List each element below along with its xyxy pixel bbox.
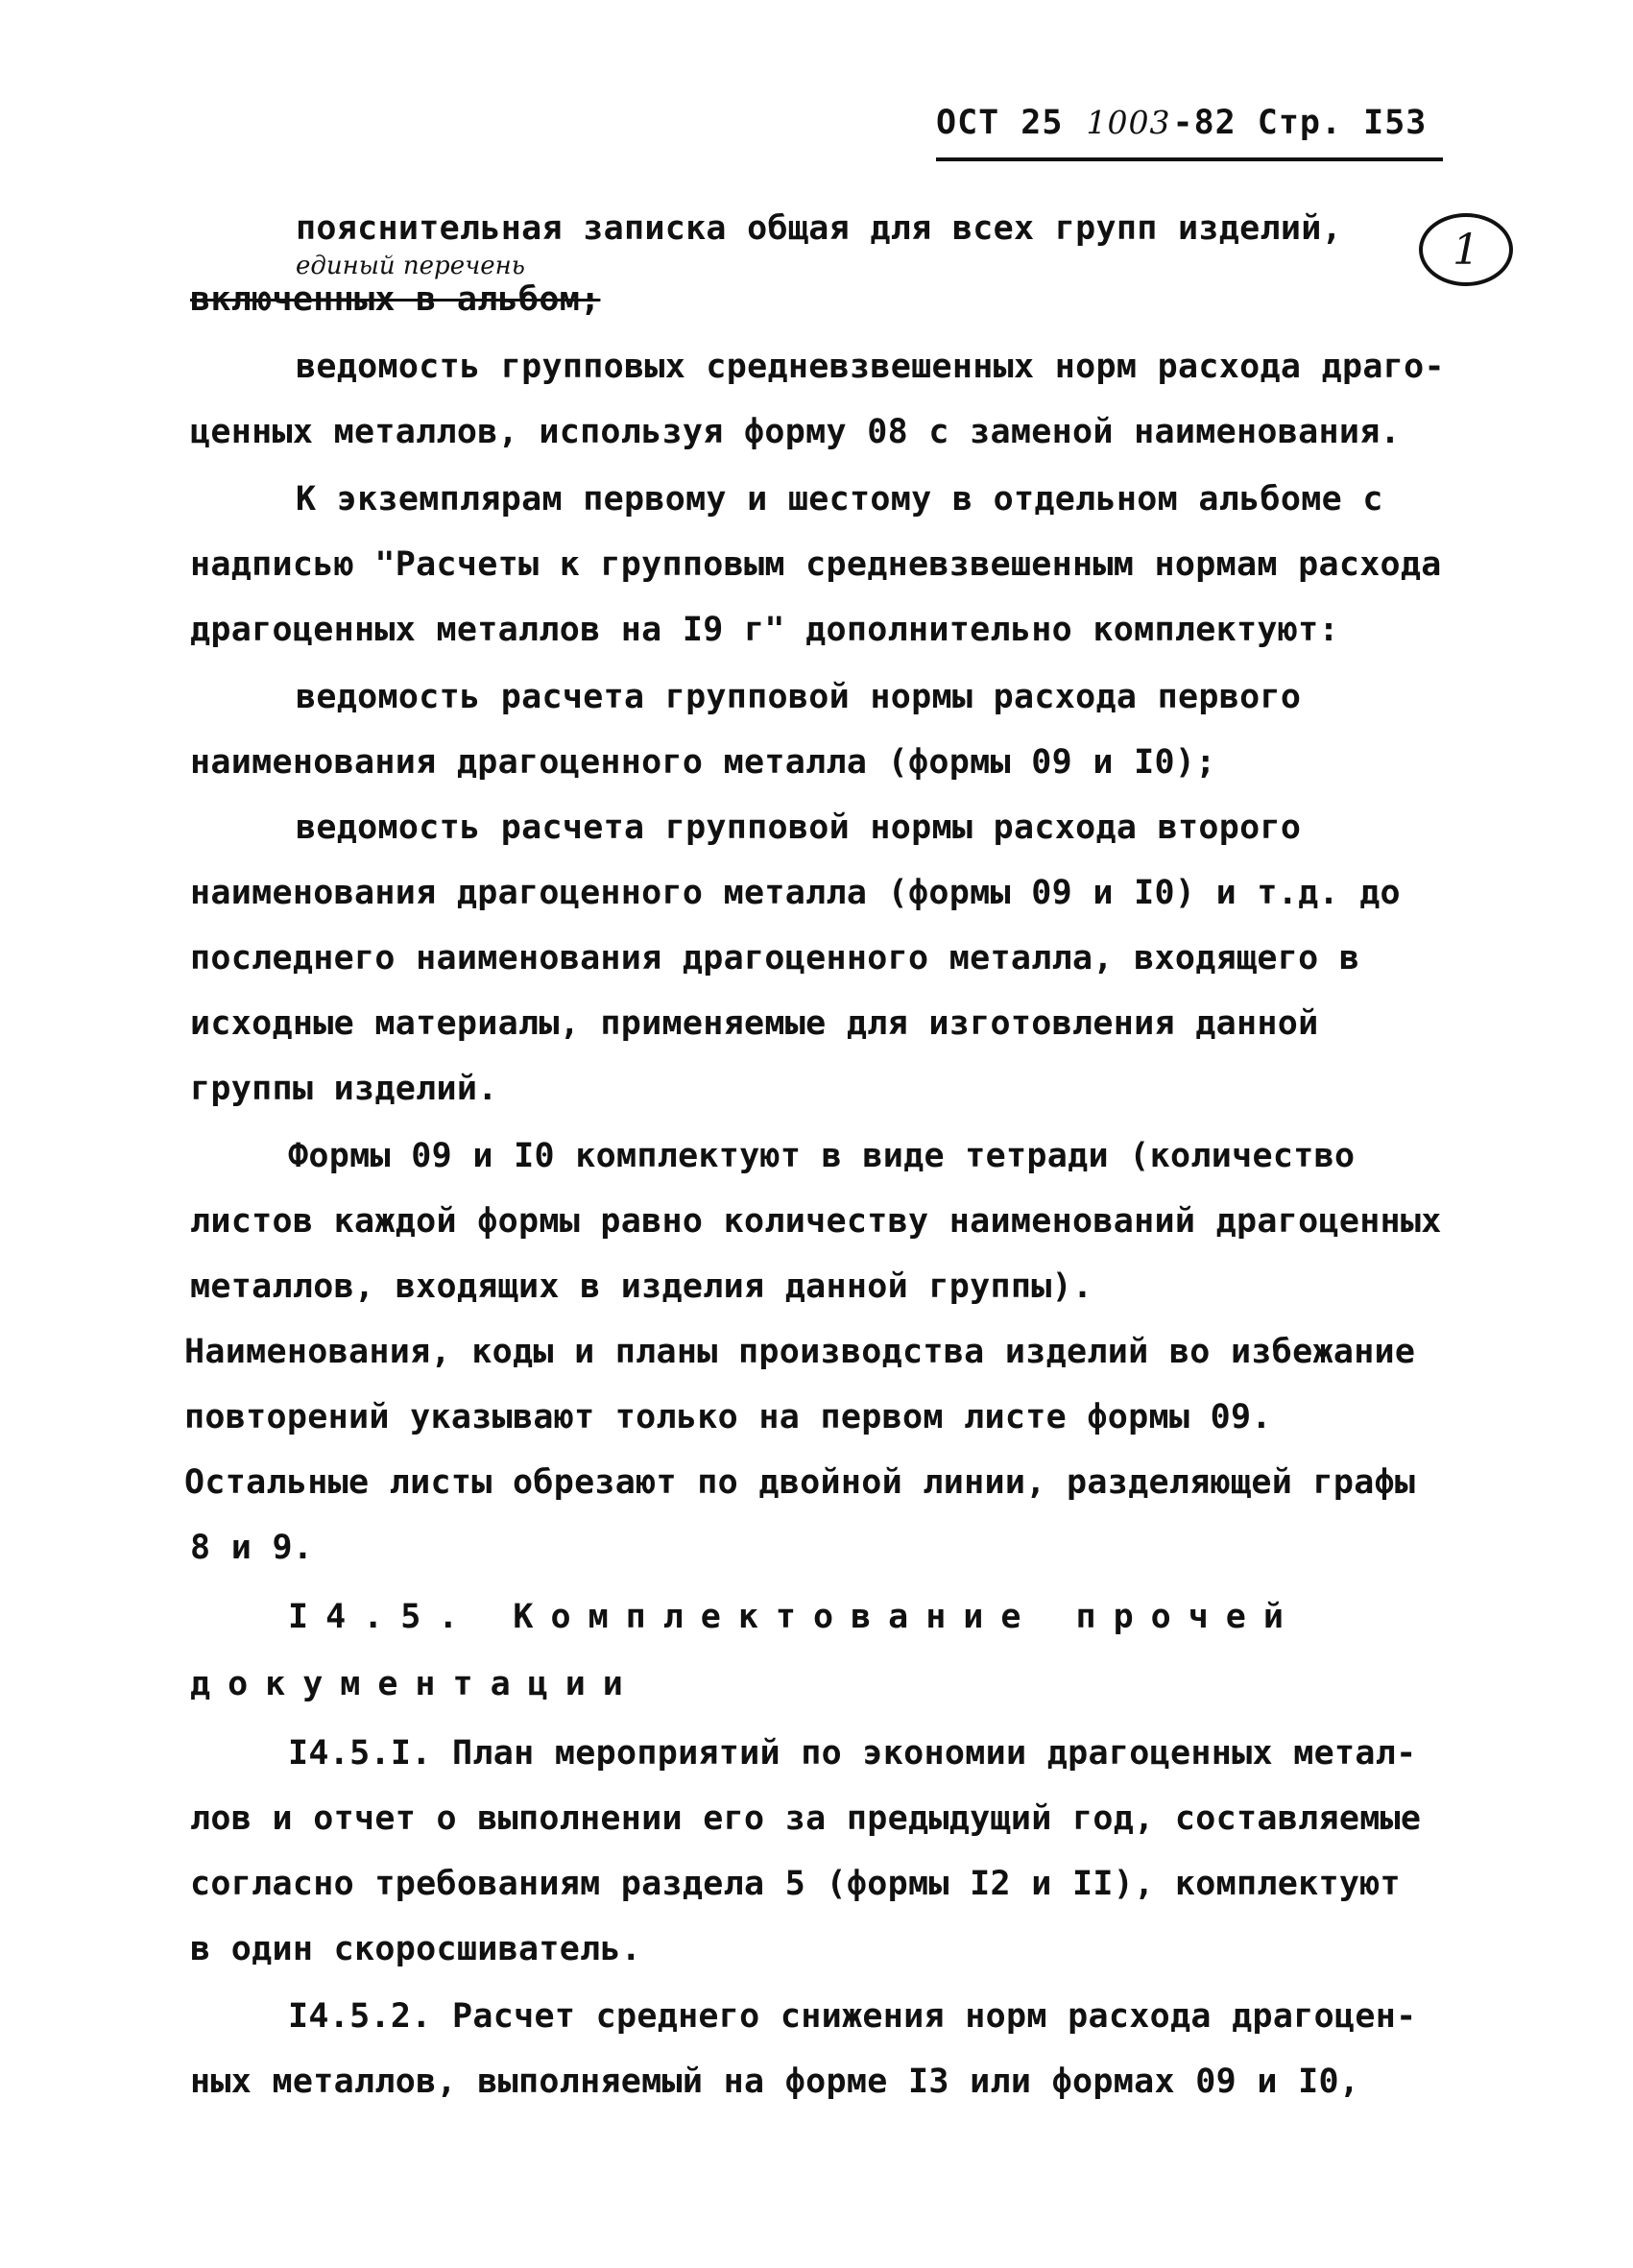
text-line: повторений указывают только на первом листе формы 09. bbox=[184, 1398, 1272, 1436]
text-line: ных металлов, выполняемый на форме I3 или формах 09 и I0, bbox=[190, 2063, 1360, 2101]
text-line: ведомость расчета групповой нормы расхода первого bbox=[296, 678, 1302, 716]
circled-number: 1 bbox=[1453, 225, 1479, 275]
text-line: в один скоросшиватель. bbox=[190, 1930, 642, 1968]
text-line: ведомость расчета групповой нормы расхода второго bbox=[296, 808, 1302, 847]
page-header bbox=[936, 104, 1427, 142]
handwritten-insertion: единый перечень bbox=[296, 252, 525, 280]
text-line: листов каждой формы равно количеству наименований драгоценных bbox=[190, 1202, 1442, 1241]
text-line: группы изделий. bbox=[190, 1070, 498, 1108]
text-line: Наименования, коды и планы производства изделий во избежание bbox=[184, 1333, 1416, 1371]
circled-page-number bbox=[1419, 213, 1513, 286]
text-line: металлов, входящих в изделия данной группы). bbox=[190, 1267, 1093, 1306]
header-underline bbox=[936, 157, 1443, 161]
header-prefix: ОСТ 25 bbox=[936, 104, 1064, 142]
text-line: согласно требованиям раздела 5 (формы I2 и II), комплектуют bbox=[190, 1865, 1401, 1903]
text-line: ценных металлов, используя форму 08 с заменой наименования. bbox=[190, 413, 1401, 451]
text-line: К экземплярам первому и шестому в отдельном альбоме с bbox=[296, 480, 1383, 519]
text-line-struck: включенных в альбом; bbox=[190, 280, 601, 319]
text-line: 8 и 9. bbox=[190, 1529, 314, 1567]
text-line: наименования драгоценного металла (формы 09 и I0) и т.д. до bbox=[190, 874, 1401, 912]
section-heading-continued: документации bbox=[190, 1665, 640, 1703]
section-heading: I4.5. Комплектование прочей bbox=[288, 1598, 1301, 1636]
text-line: Остальные листы обрезают по двойной линии, разделяющей графы bbox=[184, 1463, 1416, 1502]
text-line: последнего наименования драгоценного металла, входящего в bbox=[190, 939, 1360, 977]
header-handwritten-number: 1003 bbox=[1086, 104, 1171, 141]
text-line: наименования драгоценного металла (формы 09 и I0); bbox=[190, 743, 1216, 782]
text-line: ведомость групповых средневзвешенных норм расхода драго- bbox=[296, 348, 1445, 386]
text-line: лов и отчет о выполнении его за предыдущий год, составляемые bbox=[190, 1799, 1422, 1838]
text-line: исходные материалы, применяемые для изготовления данной bbox=[190, 1004, 1319, 1043]
text-line: пояснительная записка общая для всех групп изделий, bbox=[296, 209, 1342, 248]
header-suffix: -82 Стр. I53 bbox=[1172, 104, 1428, 142]
text-line: драгоценных металлов на I9 г" дополнительно комплектуют: bbox=[190, 611, 1339, 649]
text-line: I4.5.2. Расчет среднего снижения норм расхода драгоцен- bbox=[288, 1997, 1417, 2036]
text-line: I4.5.I. План мероприятий по экономии драгоценных метал- bbox=[288, 1734, 1417, 1773]
text-line: Формы 09 и I0 комплектуют в виде тетради (количество bbox=[288, 1137, 1356, 1175]
text-line: надписью "Расчеты к групповым средневзвешенным нормам расхода bbox=[190, 545, 1442, 584]
